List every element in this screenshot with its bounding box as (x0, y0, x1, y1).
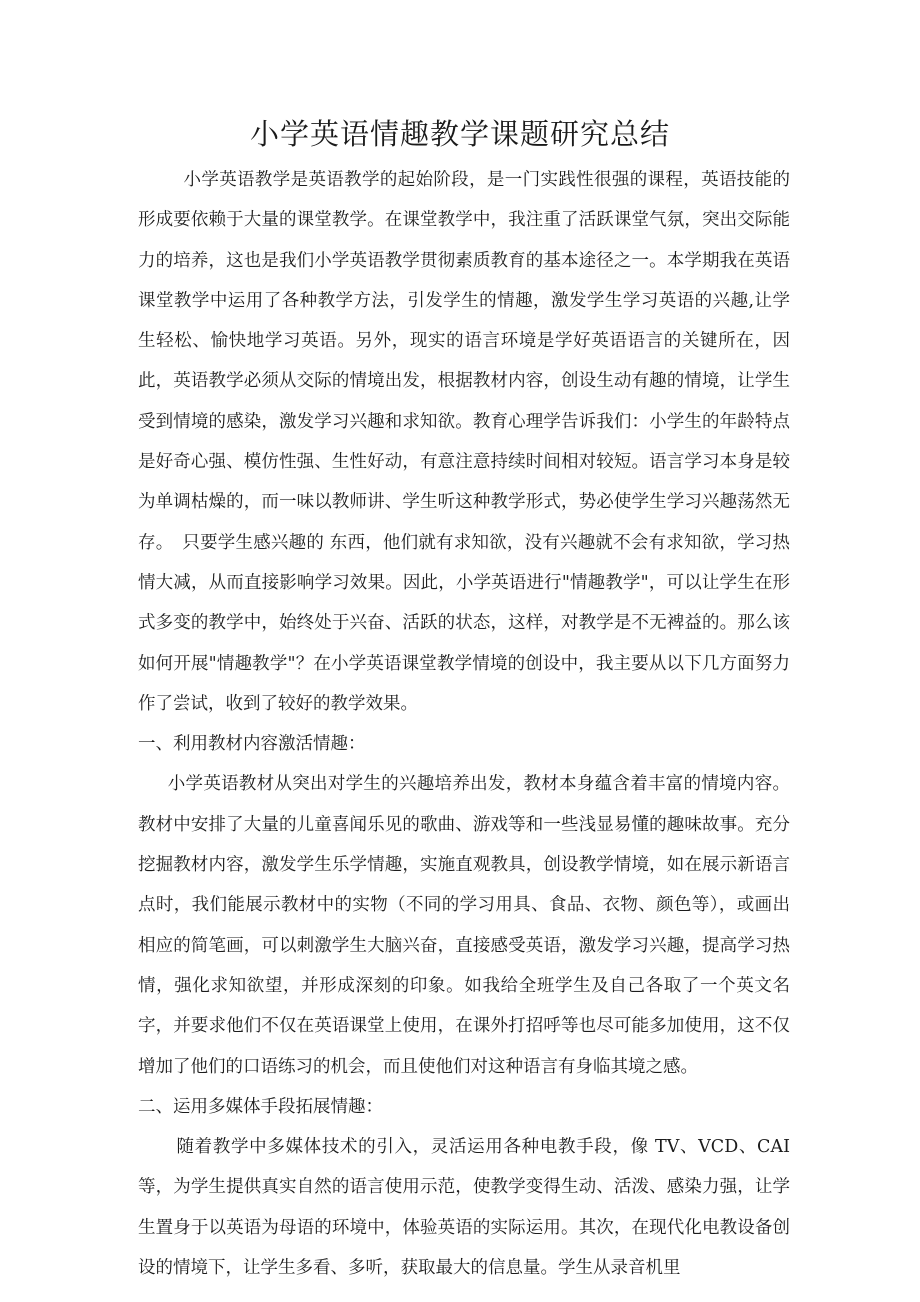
section1-paragraph: 小学英语教材从突出对学生的兴趣培养出发，教材本身蕴含着丰富的情境内容。教材中安排了大量的儿童喜闻乐见的歌曲、游戏等和一些浅显易懂的趣味故事。充分挖掘教材内容，激发学生乐学情趣，实施直观教具，创设教学情境，如在展示新语言点时，我们能展示教材中的实物（不同的学习用具、食品、衣物、颜色等），或画出相应的简笔画，可以刺激学生大脑兴奋，直接感受英语，激发学习兴趣，提高学习热情，强化求知欲望，并形成深刻的印象。如我给全班学生及自己各取了一个英文名字，并要求他们不仅在英语课堂上使用，在课外打招呼等也尽可能多加使用，这不仅增加了他们的口语练习的机会，而且使他们对这种语言有身临其境之感。 (138, 774, 790, 1077)
document-body (138, 160, 790, 1288)
section2-paragraph: 随着教学中多媒体技术的引入，灵活运用各种电教手段，像 TV、VCD、CAI等，为学生提供真实自然的语言使用示范，使教学变得生动、活泼、感染力强，让学生置身于以英语为母语的环境中，体验英语的实际运用。其次，在现代化电教设备创设的情境下，让学生多看、多听，获取最大的信息量。学生从录音机里 (138, 1137, 790, 1279)
document-title: 小学英语情趣教学课题研究总结 (249, 117, 670, 151)
section2-heading: 二、运用多媒体手段拓展情趣： (138, 1096, 383, 1117)
intro-paragraph: 小学英语教学是英语教学的起始阶段，是一门实践性很强的课程，英语技能的形成要依赖于大量的课堂教学。在课堂教学中，我注重了活跃课堂气氛，突出交际能力的培养，这也是我们小学英语教学贯彻素质教育的基本途径之一。本学期我在英语课堂教学中运用了各种教学方法，引发学生的情趣，激发学生学习英语的兴趣,让学生轻松、愉快地学习英语。另外，现实的语言环境是学好英语语言的关键所在，因此，英语教学必须从交际的情境出发，根据教材内容，创设生动有趣的情境，让学生受到情境的感染，激发学习兴趣和求知欲。教育心理学告诉我们：小学生的年龄特点是好奇心强、模仿性强、生性好动，有意注意持续时间相对较短。语言学习本身是较为单调枯燥的，而一味以教师讲、学生听这种教学形式，势必使学生学习兴趣荡然无存。 只要学生感兴趣的 东西，他们就有求知欲，没有兴趣就不会有求知欲，学习热情大减，从而直接影响学习效果。因此，小学英语进行"情趣教学"，可以让学生在形式多变的教学中，始终处于兴奋、活跃的状态，这样，对教学是不无裨益的。那么该如何开展"情趣教学"？在小学英语课堂教学情境的创设中，我主要从以下几方面努力作了尝试，收到了较好的教学效果。 (138, 170, 790, 714)
section1-heading: 一、利用教材内容激活情趣： (138, 734, 366, 755)
